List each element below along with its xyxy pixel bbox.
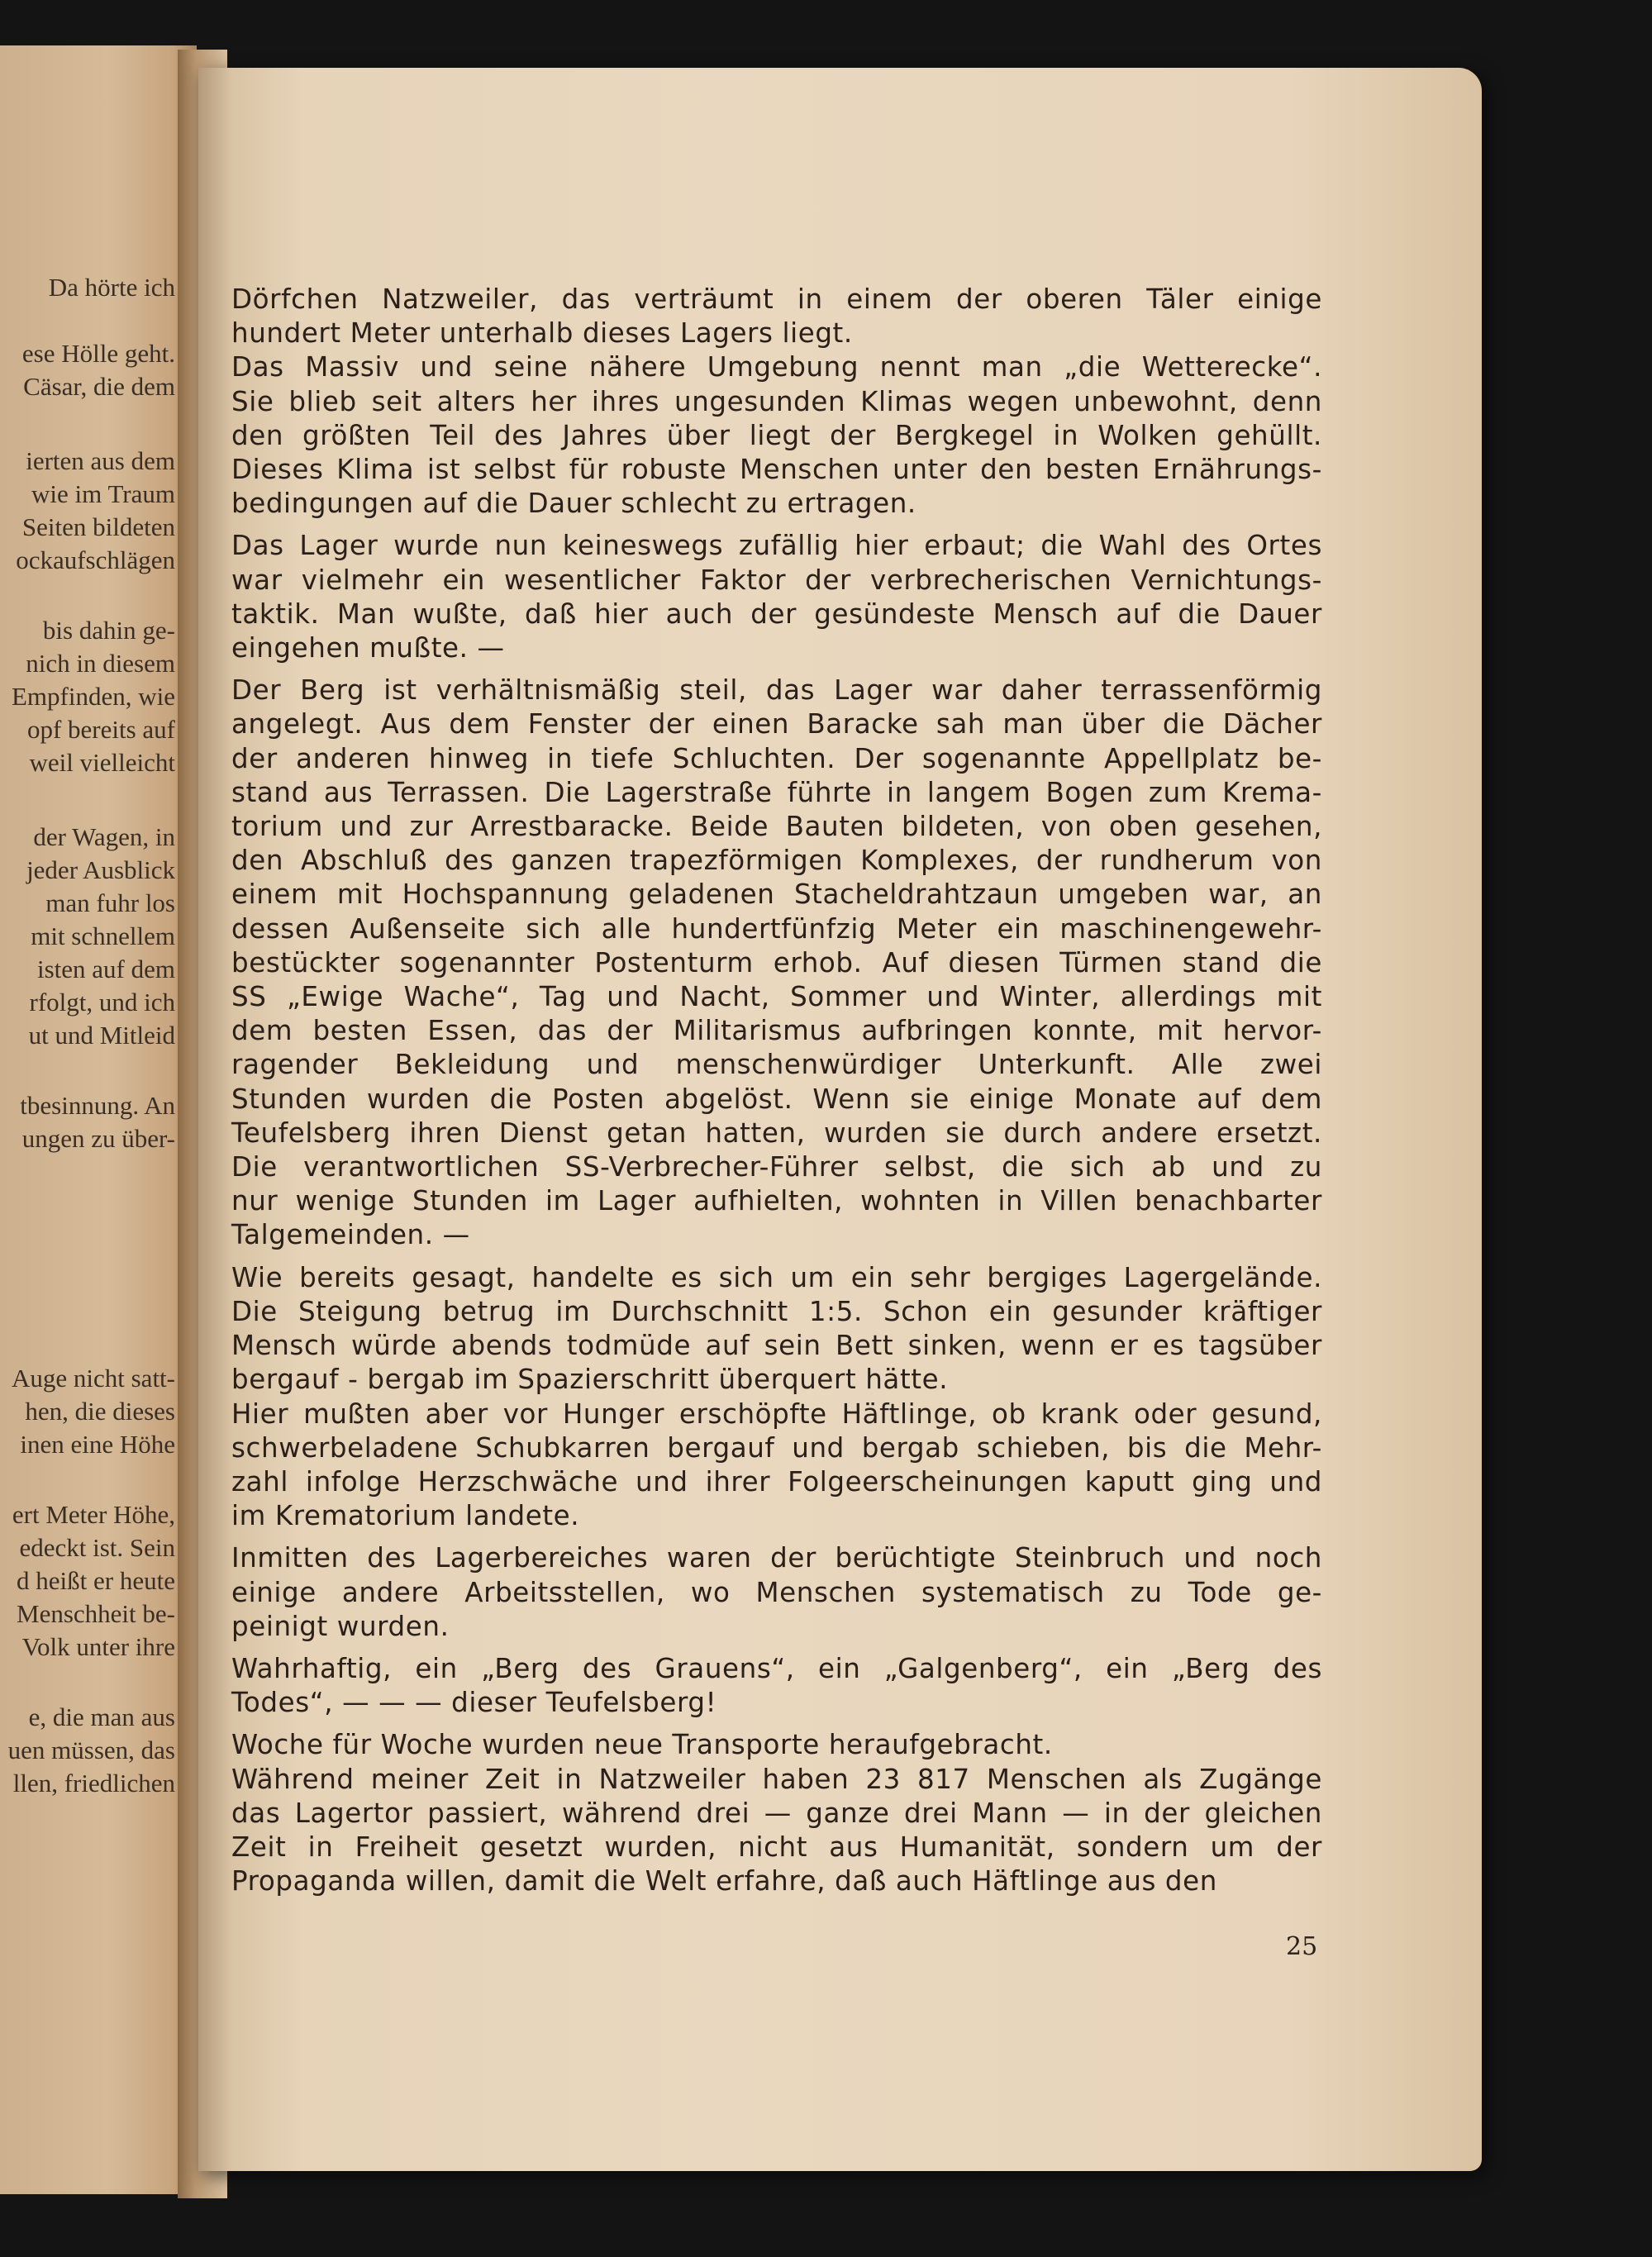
page-body-text	[231, 283, 1322, 1907]
text-line: Talgemeinden. —	[231, 1219, 470, 1251]
text-line: Dörfchen Natzweiler, das verträumt in einem der oberen Täler einige	[231, 283, 1322, 315]
text-line: Inmitten des Lagerbereiches waren der berüchtigte Steinbruch und noch	[231, 1542, 1322, 1574]
text-line: Todes“, — — — dieser Teufelsberg!	[231, 1687, 717, 1719]
left-page-line: opf bereits auf	[26, 715, 175, 744]
left-page-line: isten auf dem	[36, 955, 175, 983]
page-number: 25	[1286, 1932, 1318, 1961]
text-line: Mensch würde abends todmüde auf sein Bett sinken, wenn er es tagsüber	[231, 1330, 1322, 1362]
text-line: angelegt. Aus dem Fenster der einen Baracke sah man über die Dächer	[231, 708, 1322, 740]
left-page-line: Auge nicht satt-	[11, 1364, 175, 1393]
text-line: Die Steigung betrug im Durchschnitt 1:5. Schon ein gesunder kräftiger	[231, 1295, 1322, 1327]
paragraph	[231, 529, 1322, 665]
text-line: dem besten Essen, das der Militarismus aufbringen konnte, mit hervor-	[231, 1015, 1322, 1047]
left-page-line: Menschheit be-	[17, 1599, 175, 1628]
text-line: Während meiner Zeit in Natzweiler haben 23 817 Menschen als Zugänge	[231, 1763, 1322, 1795]
left-page-line: ert Meter Höhe,	[12, 1500, 175, 1529]
left-page-line: inen eine Höhe	[20, 1430, 175, 1459]
paragraph	[231, 283, 1322, 521]
paragraph	[231, 1541, 1322, 1644]
text-line: schwerbeladene Schubkarren bergauf und bergab schieben, bis die Mehr-	[231, 1431, 1322, 1464]
text-line: das Lagertor passiert, während drei — ganze drei Mann — in der gleichen	[231, 1797, 1322, 1829]
paragraph	[231, 1728, 1322, 1898]
left-page-line: Da hörte ich	[48, 273, 175, 302]
text-line: Dieses Klima ist selbst für robuste Menschen unter den besten Ernährungs-	[231, 454, 1322, 486]
left-page-line: ungen zu über-	[21, 1124, 175, 1153]
paragraph	[231, 1261, 1322, 1534]
text-line: stand aus Terrassen. Die Lagerstraße führte in langem Bogen zum Krema-	[231, 776, 1322, 808]
text-line: torium und zur Arrestbaracke. Beide Bauten bildeten, von oben gesehen,	[231, 811, 1322, 843]
text-line: der anderen hinweg in tiefe Schluchten. Der sogenannte Appellplatz be-	[231, 742, 1322, 774]
page-edge-shade	[198, 68, 231, 2171]
left-page-line: weil vielleicht	[29, 748, 175, 777]
left-page-line: bis dahin ge-	[42, 616, 175, 645]
left-page-line: rfolgt, und ich	[29, 988, 175, 1017]
left-page-line: nich in diesem	[26, 649, 175, 678]
left-page-line: edeckt ist. Sein	[19, 1533, 175, 1562]
text-line: SS „Ewige Wache“, Tag und Nacht, Sommer und Winter, allerdings mit	[231, 981, 1322, 1013]
text-line: bestückter sogenannter Postenturm erhob. Auf diesen Türmen stand die	[231, 946, 1322, 979]
left-page-line: ese Hölle geht.	[21, 339, 175, 368]
left-page-text	[0, 45, 197, 2194]
left-page-line: mit schnellem	[31, 921, 175, 950]
text-line: dessen Außenseite sich alle hundertfünfzig Meter ein maschinengewehr-	[231, 912, 1322, 945]
left-page-line: tbesinnung. An	[20, 1091, 175, 1120]
left-page-line: ierten aus dem	[26, 446, 175, 475]
left-page-line: ut und Mitleid	[28, 1021, 175, 1050]
text-line: Das Massiv und seine nähere Umgebung nennt man „die Wetterecke“.	[231, 351, 1322, 383]
text-line: peinigt wurden.	[231, 1610, 450, 1642]
left-page-line: ockaufschlägen	[16, 545, 175, 574]
left-page-line: der Wagen, in	[33, 822, 175, 851]
left-page-line: Empfinden, wie	[11, 682, 175, 711]
left-page-line: hen, die dieses	[25, 1397, 175, 1426]
left-page-line: Volk unter ihre	[21, 1632, 175, 1661]
text-line: Stunden wurden die Posten abgelöst. Wenn sie einige Monate auf dem	[231, 1083, 1322, 1115]
text-line: Hier mußten aber vor Hunger erschöpfte Häftlinge, ob krank oder gesund,	[231, 1398, 1322, 1430]
text-line: taktik. Man wußte, daß hier auch der gesündeste Mensch auf die Dauer	[231, 598, 1322, 630]
left-page-line: man fuhr los	[45, 888, 175, 917]
text-line: Das Lager wurde nun keineswegs zufällig hier erbaut; die Wahl des Ortes	[231, 530, 1322, 562]
text-line: zahl infolge Herzschwäche und ihrer Folgeerscheinungen kaputt ging und	[231, 1465, 1322, 1498]
text-line: den Abschluß des ganzen trapezförmigen Komplexes, der rundherum von	[231, 845, 1322, 877]
left-page-line: d heißt er heute	[17, 1566, 175, 1595]
left-page	[0, 45, 197, 2194]
text-line: im Krematorium landete.	[231, 1500, 580, 1532]
text-line: Der Berg ist verhältnismäßig steil, das Lager war daher terrassenförmig	[231, 674, 1322, 707]
left-page-line: e, die man aus	[28, 1702, 175, 1731]
paragraph	[231, 1652, 1322, 1720]
paragraph	[231, 674, 1322, 1252]
text-line: Sie blieb seit alters her ihres ungesunden Klimas wegen unbewohnt, denn	[231, 385, 1322, 417]
text-line: bedingungen auf die Dauer schlecht zu ertragen.	[231, 488, 916, 520]
text-line: Teufelsberg ihren Dienst getan hatten, wurden sie durch andere ersetzt.	[231, 1117, 1322, 1149]
left-page-line: Seiten bildeten	[21, 512, 175, 541]
text-line: den größten Teil des Jahres über liegt der Bergkegel in Wolken gehüllt.	[231, 419, 1322, 451]
text-line: einem mit Hochspannung geladenen Stacheldrahtzaun umgeben war, an	[231, 879, 1322, 911]
text-line: Wie bereits gesagt, handelte es sich um ein sehr bergiges Lagergelände.	[231, 1261, 1322, 1293]
text-line: war vielmehr ein wesentlicher Faktor der verbrecherischen Vernichtungs-	[231, 564, 1322, 596]
text-line: Woche für Woche wurden neue Transporte heraufgebracht.	[231, 1729, 1053, 1761]
text-line: hundert Meter unterhalb dieses Lagers liegt.	[231, 317, 853, 350]
left-page-line: Cäsar, die dem	[23, 372, 175, 401]
text-line: eingehen mußte. —	[231, 632, 505, 664]
text-line: Die verantwortlichen SS-Verbrecher-Führer selbst, die sich ab und zu	[231, 1151, 1322, 1183]
text-line: einige andere Arbeitsstellen, wo Menschen systematisch zu Tode ge-	[231, 1576, 1322, 1608]
text-line: Zeit in Freiheit gesetzt wurden, nicht aus Humanität, sondern um der	[231, 1831, 1322, 1863]
text-line: ragender Bekleidung und menschenwürdiger Unterkunft. Alle zwei	[231, 1049, 1322, 1081]
text-line: Wahrhaftig, ein „Berg des Grauens“, ein „Galgenberg“, ein „Berg des	[231, 1652, 1322, 1684]
left-page-line: wie im Traum	[31, 479, 175, 508]
text-line: bergauf - bergab im Spazierschritt überquert hätte.	[231, 1364, 949, 1396]
left-page-line: jeder Ausblick	[26, 855, 175, 884]
left-page-line: llen, friedlichen	[12, 1769, 175, 1798]
left-page-line: uen müssen, das	[7, 1736, 175, 1764]
text-line: nur wenige Stunden im Lager aufhielten, wohnten in Villen benachbarter	[231, 1185, 1322, 1217]
text-line: Propaganda willen, damit die Welt erfahre, daß auch Häftlinge aus den	[231, 1865, 1217, 1897]
